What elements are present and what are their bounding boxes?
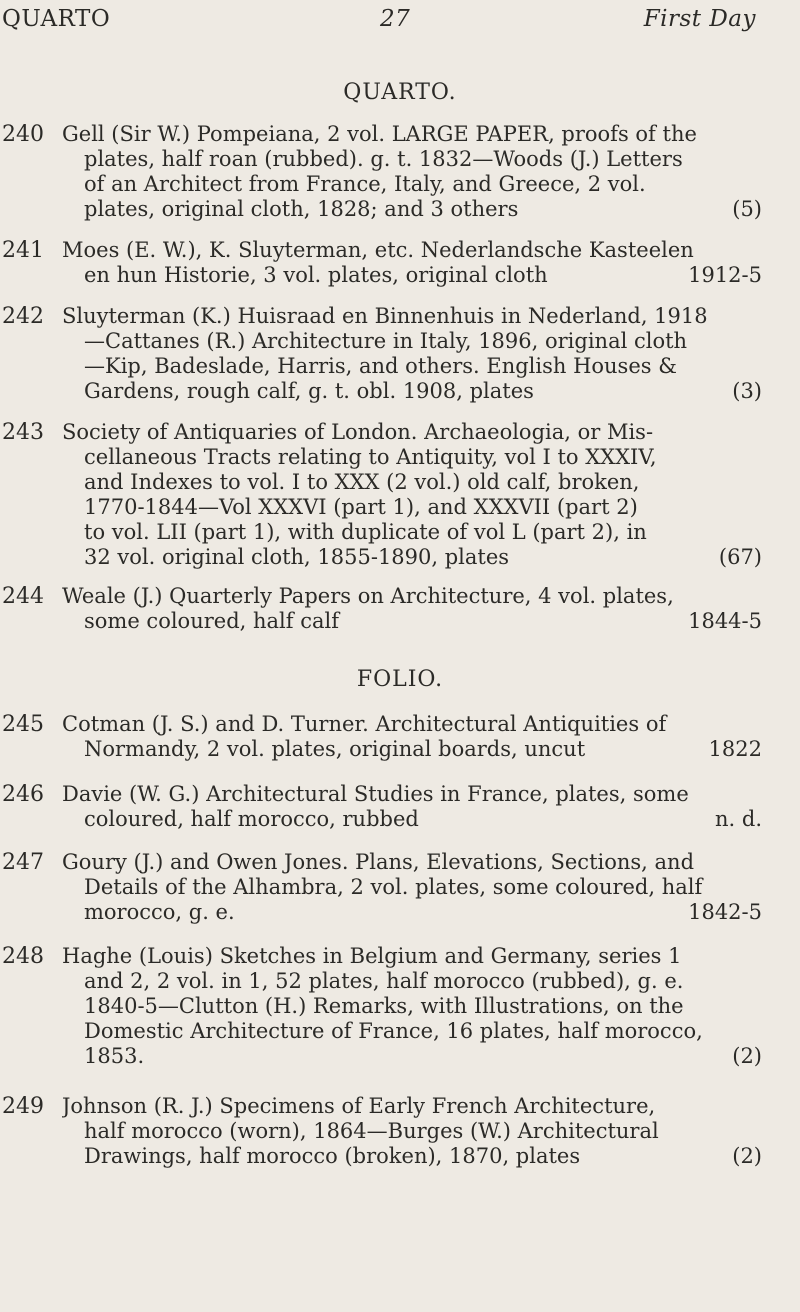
- lot-date: 1912-5: [688, 263, 762, 287]
- lot-line: Details of the Alhambra, 2 vol. plates, some coloured, half: [84, 875, 703, 899]
- lot-line: Weale (J.) Quarterly Papers on Architecture, 4 vol. plates,: [62, 584, 674, 608]
- running-head-day: First Day: [643, 6, 756, 32]
- lot-description: [62, 1094, 762, 1169]
- lot-line: Normandy, 2 vol. plates, original boards, uncut: [84, 737, 586, 761]
- lot-line: Haghe (Louis) Sketches in Belgium and Germany, series 1: [62, 944, 682, 968]
- lot-date: 1844-5: [688, 609, 762, 633]
- lot-date: 1822: [708, 737, 762, 761]
- lot-description: [62, 238, 762, 288]
- page-number: 27: [380, 6, 411, 32]
- running-head-format: QUARTO: [2, 6, 111, 32]
- lot-quantity: (67): [718, 545, 762, 569]
- lot-line: —Kip, Badeslade, Harris, and others. English Houses &: [84, 354, 677, 378]
- lot-line: plates, half roan (rubbed). g. t. 1832—Woods (J.) Letters: [84, 147, 683, 171]
- lot-number: 244: [2, 584, 44, 609]
- lot-line-last: [62, 900, 762, 925]
- lot-line: Society of Antiquaries of London. Archaeologia, or Mis-: [62, 420, 654, 444]
- lot-line: Sluyterman (K.) Huisraad en Binnenhuis in Nederland, 1918: [62, 304, 708, 328]
- lot-line: Gell (Sir W.) Pompeiana, 2 vol. LARGE PAPER, proofs of the: [62, 122, 697, 146]
- lot-date: n. d.: [715, 807, 762, 831]
- lot-line-last: [62, 263, 762, 288]
- lot-line-last: [62, 1044, 762, 1069]
- lot-line: coloured, half morocco, rubbed: [84, 807, 419, 831]
- lot-line: Moes (E. W.), K. Sluyterman, etc. Nederlandsche Kasteelen: [62, 238, 694, 262]
- lot-description: [62, 584, 762, 634]
- lot-line-last: [62, 545, 762, 570]
- lot-description: [62, 122, 762, 222]
- lot-description: [62, 420, 762, 570]
- lot-quantity: (3): [732, 379, 762, 403]
- lot-line: to vol. LII (part 1), with duplicate of vol L (part 2), in: [84, 520, 647, 544]
- lot-line: plates, original cloth, 1828; and 3 others: [84, 197, 519, 221]
- lot-line-last: [62, 807, 762, 832]
- lot-description: [62, 304, 762, 404]
- lot-line: —Cattanes (R.) Architecture in Italy, 1896, original cloth: [84, 329, 688, 353]
- lot-line: 1853.: [84, 1044, 145, 1068]
- lot-number: 240: [2, 122, 44, 147]
- lot-number: 246: [2, 782, 44, 807]
- lot-line: Drawings, half morocco (broken), 1870, plates: [84, 1144, 581, 1168]
- lot-quantity: (5): [732, 197, 762, 221]
- lot-line: Gardens, rough calf, g. t. obl. 1908, plates: [84, 379, 534, 403]
- lot-line-last: [62, 197, 762, 222]
- lot-line: Johnson (R. J.) Specimens of Early French Architecture,: [62, 1094, 656, 1118]
- lot-number: 245: [2, 712, 44, 737]
- lot-line: Cotman (J. S.) and D. Turner. Architectural Antiquities of: [62, 712, 667, 736]
- lot-date: 1842-5: [688, 900, 762, 924]
- lot-line-last: [62, 379, 762, 404]
- lot-line: some coloured, half calf: [84, 609, 339, 633]
- lot-line-last: [62, 609, 762, 634]
- lot-number: 242: [2, 304, 44, 329]
- lot-description: [62, 944, 762, 1069]
- lot-line: morocco, g. e.: [84, 900, 235, 924]
- lot-number: 249: [2, 1094, 44, 1119]
- section-title-quarto: QUARTO.: [343, 80, 457, 105]
- lot-line: half morocco (worn), 1864—Burges (W.) Architectural: [84, 1119, 659, 1143]
- lot-number: 248: [2, 944, 44, 969]
- lot-line-last: [62, 1144, 762, 1169]
- lot-line: 1770-1844—Vol XXXVI (part 1), and XXXVII (part 2): [84, 495, 638, 519]
- lot-line: Domestic Architecture of France, 16 plates, half morocco,: [84, 1019, 703, 1043]
- lot-line: and 2, 2 vol. in 1, 52 plates, half morocco (rubbed), g. e.: [84, 969, 684, 993]
- lot-line-last: [62, 737, 762, 762]
- lot-line: 1840-5—Clutton (H.) Remarks, with Illustrations, on the: [84, 994, 684, 1018]
- lot-description: [62, 850, 762, 925]
- lot-line: of an Architect from France, Italy, and Greece, 2 vol.: [84, 172, 646, 196]
- lot-line: cellaneous Tracts relating to Antiquity, vol I to XXXIV,: [84, 445, 657, 469]
- lot-line: Goury (J.) and Owen Jones. Plans, Elevations, Sections, and: [62, 850, 695, 874]
- lot-line: and Indexes to vol. I to XXX (2 vol.) old calf, broken,: [84, 470, 640, 494]
- lot-number: 247: [2, 850, 44, 875]
- lot-description: [62, 712, 762, 762]
- lot-description: [62, 782, 762, 832]
- page-header: [0, 0, 800, 40]
- lot-line: 32 vol. original cloth, 1855-1890, plates: [84, 545, 510, 569]
- lot-quantity: (2): [732, 1044, 762, 1068]
- lot-quantity: (2): [732, 1144, 762, 1168]
- lot-number: 241: [2, 238, 44, 263]
- lot-number: 243: [2, 420, 44, 445]
- section-title-folio: FOLIO.: [356, 667, 444, 692]
- lot-line: en hun Historie, 3 vol. plates, original cloth: [84, 263, 548, 287]
- lot-line: Davie (W. G.) Architectural Studies in France, plates, some: [62, 782, 689, 806]
